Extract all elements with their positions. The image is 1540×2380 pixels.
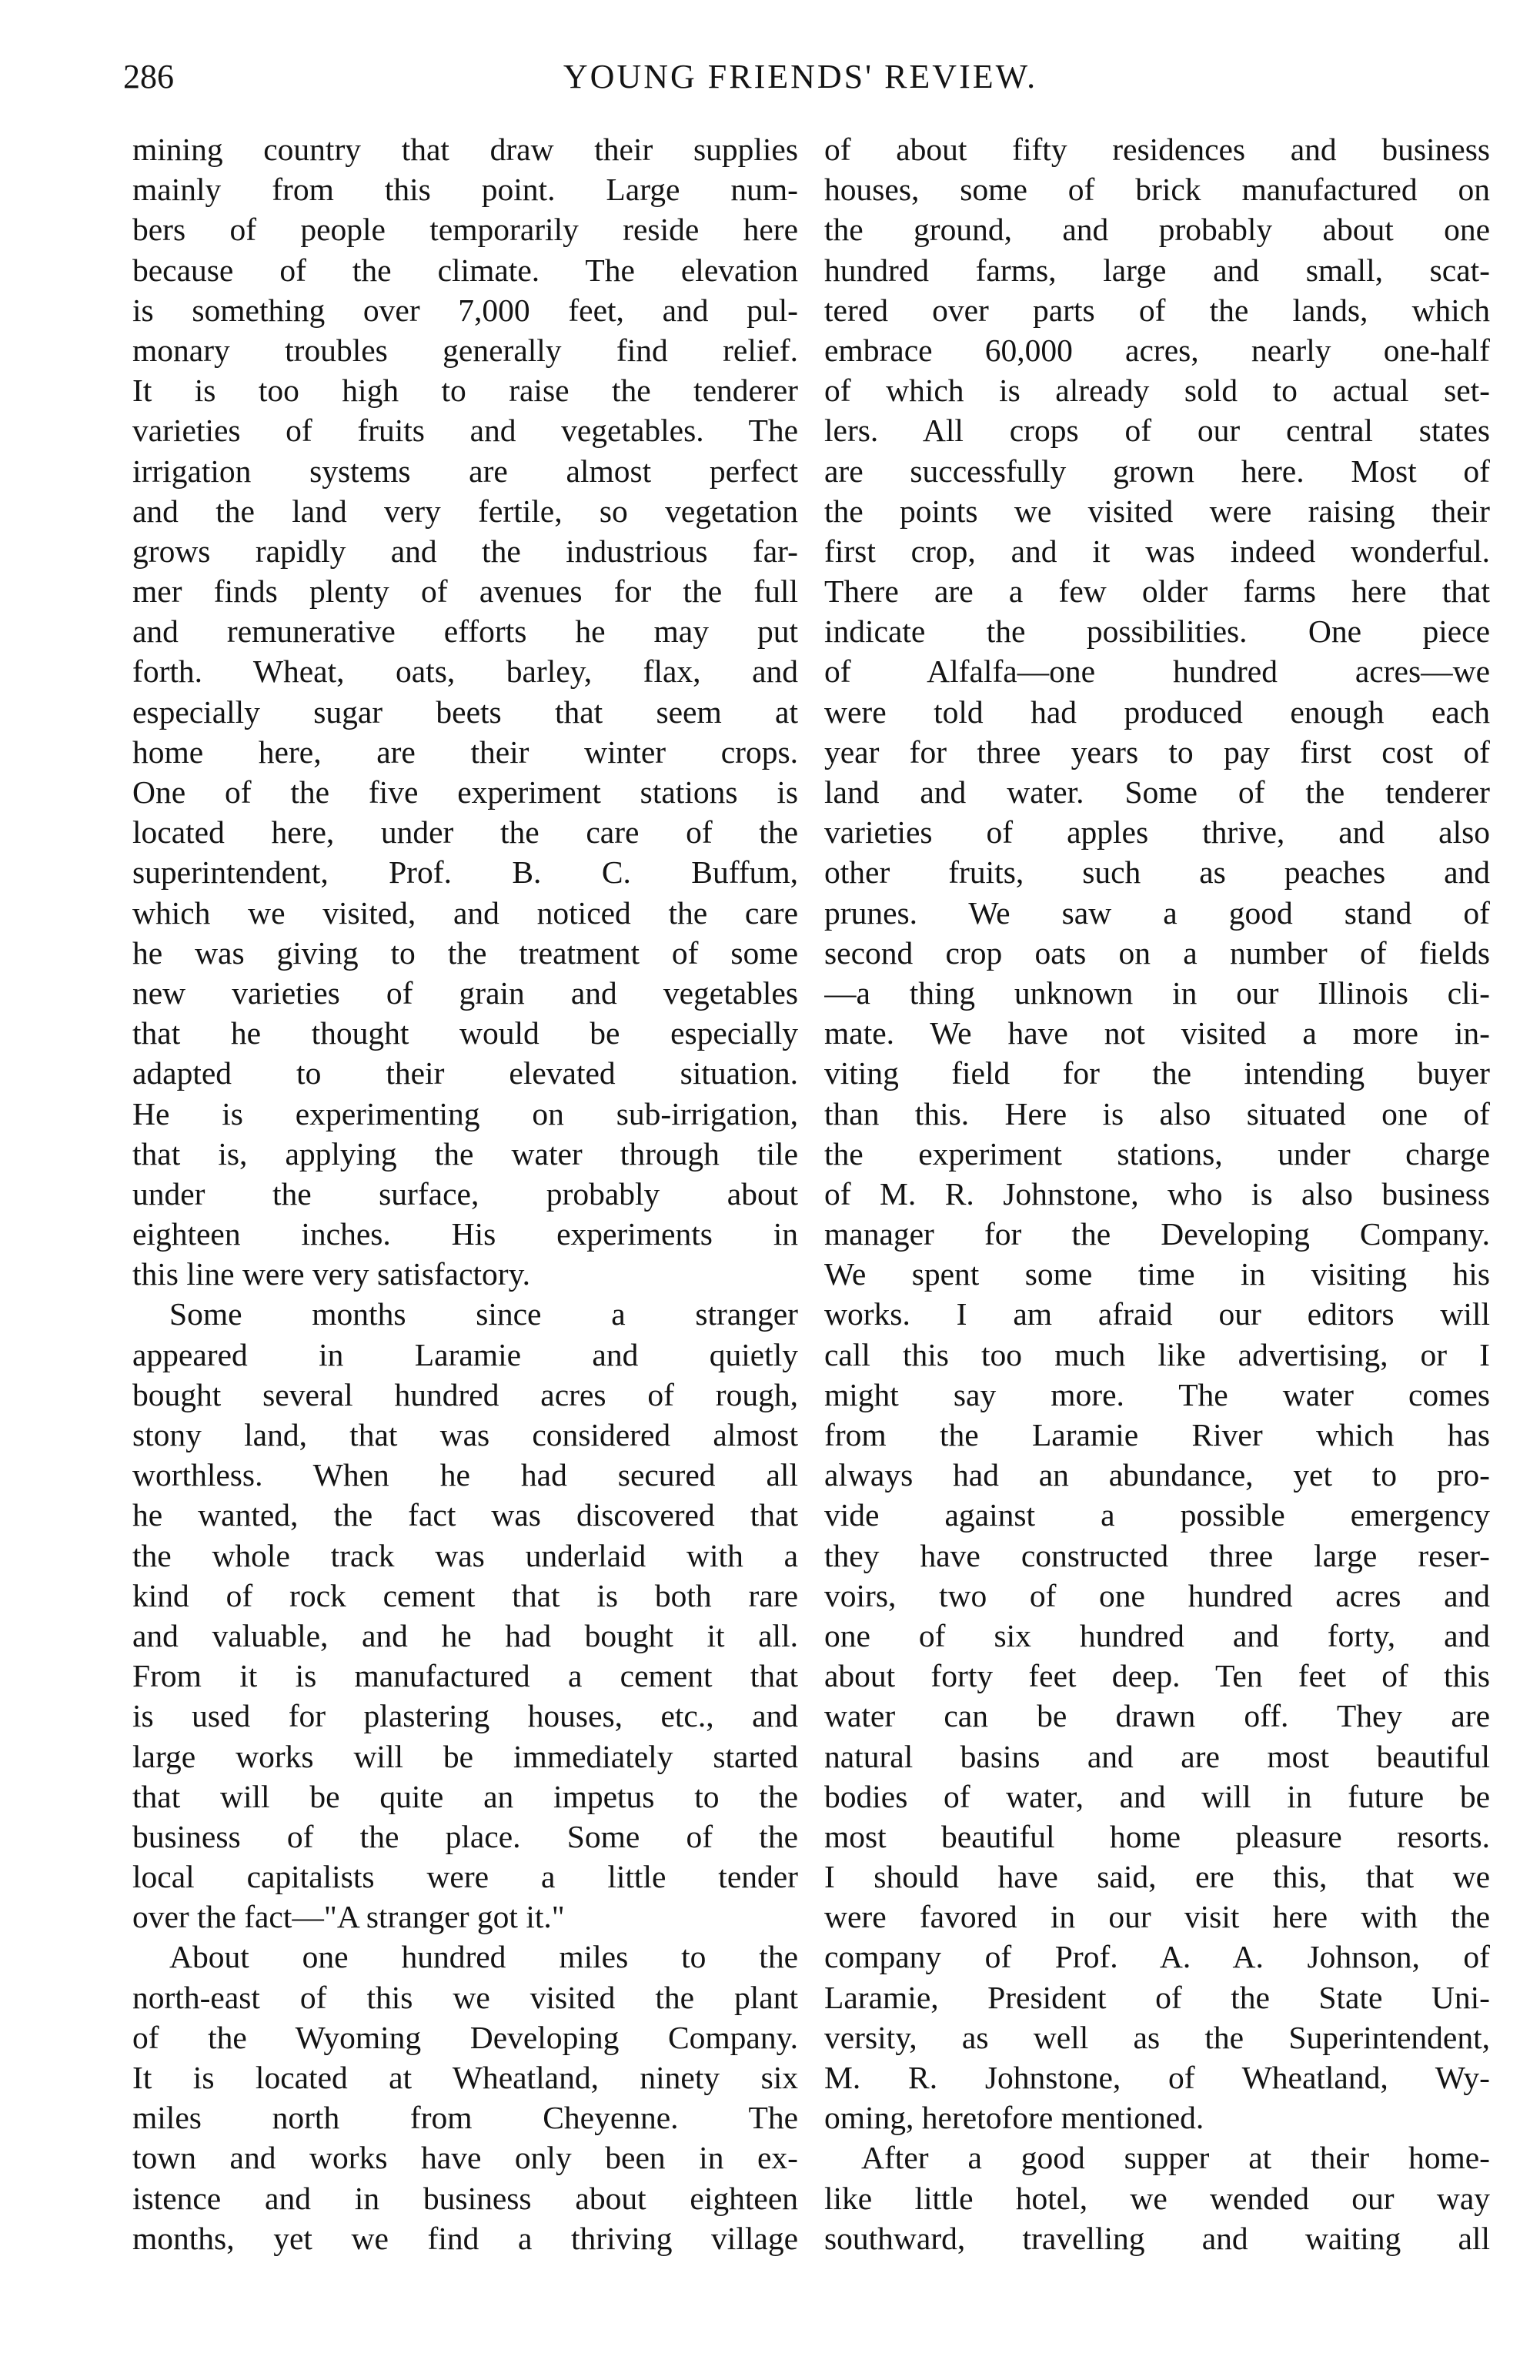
- text-line: He is experimenting on sub-irrigation,: [132, 1095, 798, 1132]
- text-line: the points we visited were raising their: [824, 493, 1490, 529]
- text-line: kind of rock cement that is both rare: [132, 1577, 798, 1613]
- text-line: he was giving to the treatment of some: [132, 934, 798, 971]
- text-line: call this too much like advertising, or I: [824, 1336, 1490, 1372]
- text-line: water can be drawn off. They are: [824, 1698, 1490, 1734]
- text-line: the ground, and probably about one: [824, 212, 1490, 248]
- text-line: After a good supper at their home-: [861, 2140, 1490, 2176]
- text-line: manager for the Developing Company.: [824, 1216, 1490, 1252]
- text-line: forth. Wheat, oats, barley, flax, and: [132, 653, 798, 690]
- text-line: this line were very satisfactory.: [132, 1256, 531, 1292]
- text-line: stony land, that was considered almost: [132, 1417, 798, 1452]
- text-line: they have constructed three large reser-: [824, 1537, 1490, 1573]
- text-line: works. I am afraid our editors will: [824, 1296, 1490, 1332]
- text-line: monary troubles generally find relief.: [132, 332, 798, 368]
- text-line: miles north from Cheyenne. The: [132, 2100, 798, 2136]
- text-line: grows rapidly and the industrious far-: [132, 533, 798, 569]
- text-line: the experiment stations, under charge: [824, 1135, 1490, 1172]
- text-line: located here, under the care of the: [132, 814, 798, 851]
- text-line: of Alfalfa—one hundred acres—we: [824, 653, 1490, 690]
- text-line: is used for plastering houses, etc., and: [132, 1698, 798, 1734]
- text-line: hundred farms, large and small, scat-: [824, 252, 1490, 288]
- text-line: from the Laramie River which has: [824, 1417, 1490, 1452]
- text-line: lers. All crops of our central states: [824, 413, 1490, 449]
- text-line: like little hotel, we wended our way: [824, 2180, 1490, 2216]
- text-line: because of the climate. The elevation: [132, 252, 798, 288]
- text-line: vide against a possible emergency: [824, 1497, 1490, 1533]
- text-line: company of Prof. A. A. Johnson, of: [824, 1939, 1490, 1975]
- text-line: that he thought would be especially: [132, 1015, 798, 1051]
- text-line: oming, heretofore mentioned.: [824, 2100, 1204, 2136]
- text-line: indicate the possibilities. One piece: [824, 613, 1490, 650]
- text-line: of about fifty residences and business: [824, 132, 1490, 167]
- text-line: From it is manufactured a cement that: [132, 1658, 798, 1694]
- text-line: superintendent, Prof. B. C. Buffum,: [132, 854, 798, 891]
- text-line: prunes. We saw a good stand of: [824, 894, 1490, 931]
- text-line: tered over parts of the lands, which: [824, 292, 1490, 328]
- text-line: about forty feet deep. Ten feet of this: [824, 1658, 1490, 1694]
- text-line: varieties of fruits and vegetables. The: [132, 413, 798, 449]
- text-line: bodies of water, and will in future be: [824, 1778, 1490, 1814]
- text-line: north-east of this we visited the plant: [132, 1979, 798, 2015]
- text-line: It is located at Wheatland, ninety six: [132, 2060, 798, 2095]
- text-line: appeared in Laramie and quietly: [132, 1336, 798, 1372]
- text-line: viting field for the intending buyer: [824, 1055, 1490, 1091]
- text-line: voirs, two of one hundred acres and: [824, 1577, 1490, 1613]
- text-line: Laramie, President of the State Uni-: [824, 1979, 1490, 2015]
- text-line: versity, as well as the Superintendent,: [824, 2019, 1490, 2055]
- text-line: over the fact—"A stranger got it.": [132, 1899, 565, 1935]
- text-line: town and works have only been in ex-: [132, 2140, 798, 2176]
- text-line: varieties of apples thrive, and also: [824, 814, 1490, 851]
- text-line: that will be quite an impetus to the: [132, 1778, 798, 1814]
- page-number: 286: [123, 58, 174, 95]
- text-line: There are a few older farms here that: [824, 573, 1490, 610]
- text-line: year for three years to pay first cost of: [824, 734, 1490, 770]
- text-line: istence and in business about eighteen: [132, 2180, 798, 2216]
- text-line: one of six hundred and forty, and: [824, 1617, 1490, 1653]
- text-line: might say more. The water comes: [824, 1376, 1490, 1412]
- text-line: mainly from this point. Large num-: [132, 172, 798, 208]
- text-line: always had an abundance, yet to pro-: [824, 1457, 1490, 1493]
- text-line: local capitalists were a little tender: [132, 1859, 798, 1895]
- text-line: natural basins and are most beautiful: [824, 1738, 1490, 1774]
- text-line: —a thing unknown in our Illinois cli-: [824, 974, 1490, 1011]
- text-line: new varieties of grain and vegetables: [132, 974, 798, 1011]
- text-line: he wanted, the fact was discovered that: [132, 1497, 798, 1533]
- text-line: especially sugar beets that seem at: [132, 694, 798, 730]
- text-line: large works will be immediately started: [132, 1738, 798, 1774]
- text-line: mate. We have not visited a more in-: [824, 1015, 1490, 1051]
- text-line: months, yet we find a thriving village: [132, 2220, 798, 2256]
- text-line: home here, are their winter crops.: [132, 734, 798, 770]
- text-line: I should have said, ere this, that we: [824, 1859, 1490, 1895]
- page-header: [123, 54, 1478, 100]
- text-line: of the Wyoming Developing Company.: [132, 2019, 798, 2055]
- text-line: and remunerative efforts he may put: [132, 613, 798, 650]
- text-line: worthless. When he had secured all: [132, 1457, 798, 1493]
- text-line: mer finds plenty of avenues for the full: [132, 573, 798, 610]
- text-line: than this. Here is also situated one of: [824, 1095, 1490, 1132]
- text-line: About one hundred miles to the: [169, 1939, 798, 1975]
- text-line: bers of people temporarily reside here: [132, 212, 798, 248]
- text-line: business of the place. Some of the: [132, 1818, 798, 1854]
- text-line: second crop oats on a number of fields: [824, 934, 1490, 971]
- text-line: is something over 7,000 feet, and pul-: [132, 292, 798, 328]
- text-line: are successfully grown here. Most of: [824, 453, 1490, 489]
- text-line: M. R. Johnstone, of Wheatland, Wy-: [824, 2060, 1490, 2095]
- text-line: that is, applying the water through tile: [132, 1135, 798, 1172]
- text-line: other fruits, such as peaches and: [824, 854, 1490, 891]
- running-title: YOUNG FRIENDS' REVIEW.: [563, 58, 1038, 95]
- text-line: under the surface, probably about: [132, 1175, 798, 1212]
- text-line: adapted to their elevated situation.: [132, 1055, 798, 1091]
- text-line: most beautiful home pleasure resorts.: [824, 1818, 1490, 1854]
- text-line: bought several hundred acres of rough,: [132, 1376, 798, 1412]
- text-line: southward, travelling and waiting all: [824, 2220, 1490, 2256]
- text-line: eighteen inches. His experiments in: [132, 1216, 798, 1252]
- text-line: and valuable, and he had bought it all.: [132, 1617, 798, 1653]
- right-text-column: [824, 129, 1490, 2258]
- text-line: embrace 60,000 acres, nearly one-half: [824, 332, 1490, 368]
- text-line: One of the five experiment stations is: [132, 774, 798, 810]
- text-line: and the land very fertile, so vegetation: [132, 493, 798, 529]
- text-line: land and water. Some of the tenderer: [824, 774, 1490, 810]
- text-line: Some months since a stranger: [169, 1296, 798, 1332]
- text-line: We spent some time in visiting his: [824, 1256, 1490, 1292]
- text-line: were favored in our visit here with the: [824, 1899, 1490, 1935]
- text-line: first crop, and it was indeed wonderful.: [824, 533, 1490, 569]
- text-line: the whole track was underlaid with a: [132, 1537, 798, 1573]
- left-text-column: [132, 129, 798, 2258]
- text-line: It is too high to raise the tenderer: [132, 373, 798, 409]
- text-line: of M. R. Johnstone, who is also business: [824, 1175, 1490, 1212]
- text-line: of which is already sold to actual set-: [824, 373, 1490, 409]
- text-line: irrigation systems are almost perfect: [132, 453, 798, 489]
- text-line: houses, some of brick manufactured on: [824, 172, 1490, 208]
- text-line: were told had produced enough each: [824, 694, 1490, 730]
- text-line: which we visited, and noticed the care: [132, 894, 798, 931]
- text-line: mining country that draw their supplies: [132, 132, 798, 167]
